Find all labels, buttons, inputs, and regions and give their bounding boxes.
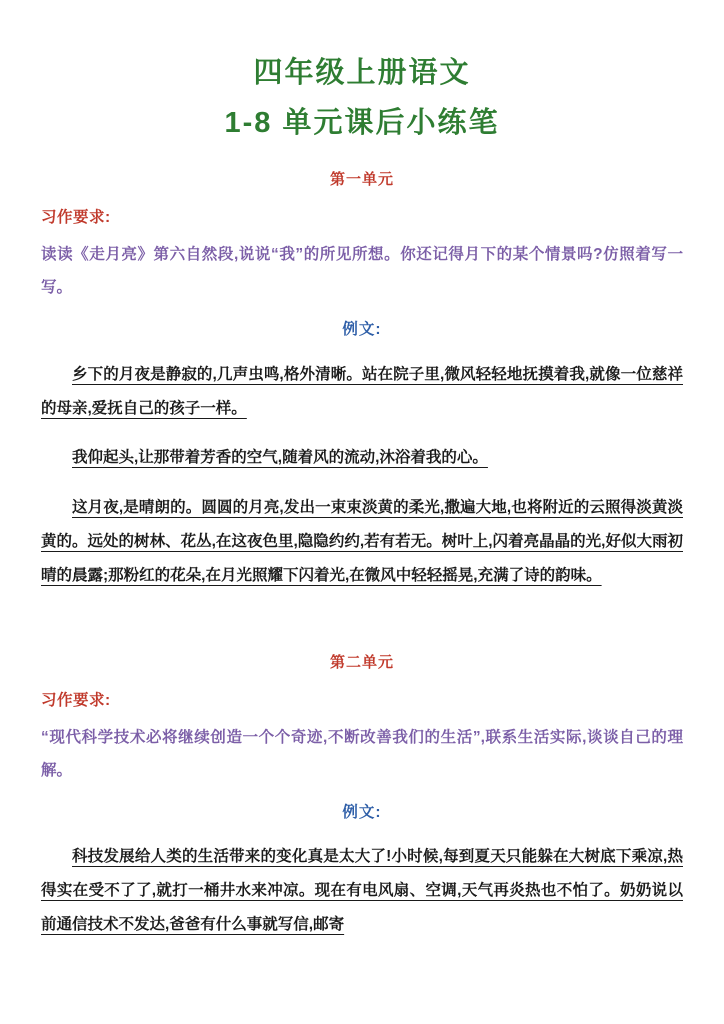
example-paragraph: 这月夜,是晴朗的。圆圆的月亮,发出一束束淡黄的柔光,撒遍大地,也将附近的云照得淡黄淡黄的。远处的树林、花丛,在这夜色里,隐隐约约,若有若无。树叶上,闪着亮晶晶的光,好似大雨初晴的晨露;那粉红的花朵,在月光照耀下闪着光,在微风中轻轻摇晃,充满了诗的韵味。: [41, 498, 683, 584]
requirement-label-1: 习作要求:: [41, 209, 111, 226]
example-label-2: 例文:: [342, 803, 382, 821]
page-title-line-1: 四年级上册语文: [253, 57, 471, 89]
requirement-text-2: “现代科学技术必将继续创造一个个奇迹,不断改善我们的生活”,联系生活实际,谈谈自己的理解。: [41, 728, 683, 779]
page-title-line-2: 1-8 单元课后小练笔: [224, 107, 500, 139]
unit-section-2: [41, 651, 683, 943]
example-body-2: [41, 840, 683, 942]
unit-section-1: [41, 168, 683, 593]
example-paragraph: 乡下的月夜是静寂的,几声虫鸣,格外清晰。站在院子里,微风轻轻地抚摸着我,就像一位慈祥的母亲,爱抚自己的孩子一样。: [41, 365, 683, 417]
example-paragraph: 我仰起头,让那带着芳香的空气,随着风的流动,沐浴着我的心。: [72, 449, 488, 466]
example-paragraph: 科技发展给人类的生活带来的变化真是太大了!小时候,每到夏天只能躲在大树底下乘凉,热得实在受不了了,就打一桶井水来冲凉。现在有电风扇、空调,天气再炎热也不怕了。奶奶说以前通信技术不发达,爸爸有什么事就写信,邮寄: [41, 848, 683, 933]
unit-heading-2: 第二单元: [329, 653, 394, 671]
example-body-1: [41, 358, 683, 593]
example-label-1: 例文:: [342, 321, 382, 338]
page-title: [41, 0, 683, 146]
unit-heading-1: 第一单元: [329, 171, 394, 188]
requirement-text-1: 读读《走月亮》第六自然段,说说“我”的所见所想。你还记得月下的某个情景吗?仿照着写一写。: [41, 246, 683, 296]
requirement-label-2: 习作要求:: [41, 691, 111, 709]
